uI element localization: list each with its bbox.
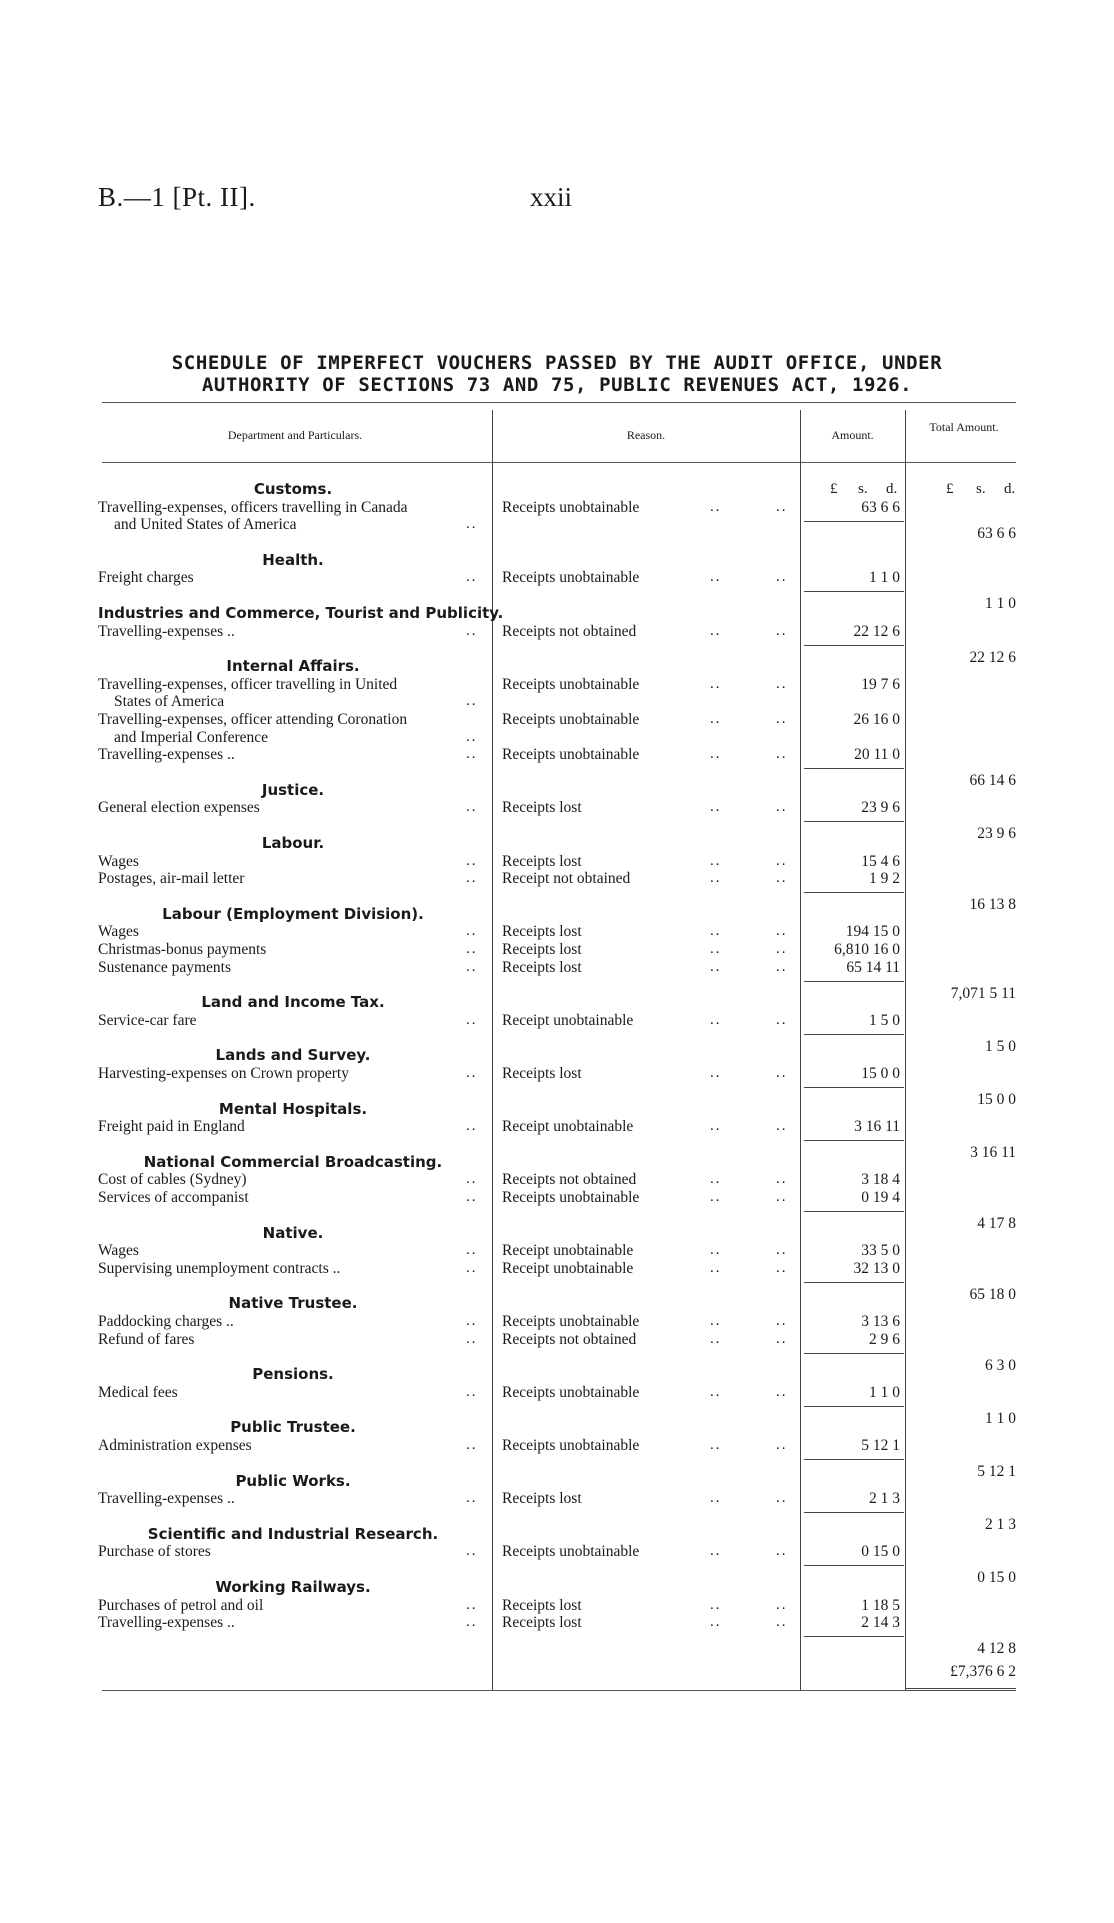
reason-text: Receipts unobtainable bbox=[502, 1313, 640, 1330]
leader-dots: .. bbox=[776, 1171, 788, 1188]
amount-subtotal-rule bbox=[804, 591, 904, 592]
header-bottom-rule bbox=[102, 462, 1016, 463]
item-amount: 0 15 0 bbox=[861, 1543, 900, 1561]
leader-dots: .. bbox=[466, 1171, 478, 1188]
leader-dots: .. bbox=[710, 1242, 722, 1259]
item-amount: 2 1 3 bbox=[869, 1490, 900, 1508]
particulars-text: Travelling-expenses .. bbox=[98, 746, 235, 764]
leader-dots: .. bbox=[466, 870, 478, 887]
item-amount: 15 0 0 bbox=[861, 1065, 900, 1082]
item-amount: 32 13 0 bbox=[853, 1259, 900, 1277]
section-total: 16 13 8 bbox=[969, 896, 1016, 914]
leader-dots: .. bbox=[710, 799, 722, 816]
grand-total-underline bbox=[906, 1688, 1016, 1691]
amount-subtotal-rule bbox=[804, 521, 904, 522]
department-heading: Scientific and Industrial Research. bbox=[147, 1524, 439, 1543]
column-divider bbox=[492, 410, 493, 1690]
leader-dots: .. bbox=[466, 1011, 478, 1028]
shilling-symbol: s. bbox=[976, 481, 986, 497]
leader-dots: .. bbox=[710, 569, 722, 586]
amount-subtotal-rule bbox=[804, 1565, 904, 1566]
department-heading: Native Trustee. bbox=[228, 1294, 358, 1313]
pence-symbol: d. bbox=[886, 481, 898, 497]
particulars-text: Service-car fare bbox=[98, 1011, 197, 1029]
amount-subtotal-rule bbox=[804, 1087, 904, 1088]
section-total: 65 18 0 bbox=[969, 1285, 1016, 1303]
amount-subtotal-rule bbox=[804, 645, 904, 646]
leader-dots: .. bbox=[710, 1313, 722, 1329]
amount-subtotal-rule bbox=[804, 1211, 904, 1212]
leader-dots: .. bbox=[776, 923, 788, 940]
leader-dots: .. bbox=[776, 1313, 788, 1329]
reason-text: Receipts unobtainable bbox=[502, 1189, 640, 1206]
document-reference: B.—1 [Pt. II]. bbox=[98, 182, 256, 212]
leader-dots: .. bbox=[466, 1330, 478, 1347]
section-total: 4 12 8 bbox=[977, 1640, 1016, 1658]
leader-dots: .. bbox=[776, 958, 788, 975]
leader-dots: .. bbox=[466, 1189, 478, 1205]
grand-total: £7,376 6 2 bbox=[950, 1663, 1016, 1680]
leader-dots: .. bbox=[776, 569, 788, 586]
leader-dots: .. bbox=[710, 1330, 722, 1347]
particulars-text: Travelling-expenses .. bbox=[98, 622, 235, 640]
department-heading: Public Trustee. bbox=[230, 1418, 356, 1437]
item-amount: 19 7 6 bbox=[861, 675, 900, 693]
reason-text: Receipts unobtainable bbox=[502, 711, 640, 728]
reason-text: Receipts not obtained bbox=[502, 1171, 637, 1189]
amount-subtotal-rule bbox=[804, 768, 904, 769]
leader-dots: .. bbox=[776, 746, 788, 763]
leader-dots: .. bbox=[776, 1259, 788, 1276]
section-total: 15 0 0 bbox=[977, 1091, 1016, 1108]
particulars-text: General election expenses bbox=[98, 799, 260, 817]
leader-dots: .. bbox=[710, 1259, 722, 1276]
department-heading: Labour (Employment Division). bbox=[162, 904, 424, 923]
leader-dots: .. bbox=[776, 498, 788, 515]
item-amount: 23 9 6 bbox=[861, 799, 900, 817]
section-total: 2 1 3 bbox=[985, 1516, 1016, 1534]
amount-subtotal-rule bbox=[804, 1406, 904, 1407]
item-amount: 15 4 6 bbox=[861, 852, 900, 870]
leader-dots: .. bbox=[710, 675, 722, 692]
amount-subtotal-rule bbox=[804, 1353, 904, 1354]
leader-dots: .. bbox=[466, 799, 478, 816]
amount-subtotal-rule bbox=[804, 1034, 904, 1035]
particulars-text: and United States of America bbox=[114, 516, 297, 534]
reason-text: Receipts lost bbox=[502, 852, 582, 870]
leader-dots: .. bbox=[466, 1614, 478, 1631]
item-amount: 33 5 0 bbox=[861, 1242, 900, 1260]
particulars-text: Travelling-expenses .. bbox=[98, 1490, 235, 1508]
leader-dots: .. bbox=[710, 870, 722, 887]
leader-dots: .. bbox=[466, 1242, 478, 1259]
leader-dots: .. bbox=[710, 622, 722, 639]
leader-dots: .. bbox=[466, 1437, 478, 1453]
department-heading: National Commercial Broadcasting. bbox=[143, 1152, 443, 1171]
reason-text: Receipt unobtainable bbox=[502, 1242, 634, 1260]
particulars-text: Christmas-bonus payments bbox=[98, 941, 267, 958]
leader-dots: .. bbox=[776, 941, 788, 957]
item-amount: 3 16 11 bbox=[854, 1118, 900, 1136]
department-heading: Customs. bbox=[253, 480, 333, 498]
item-amount: 1 1 0 bbox=[869, 1383, 900, 1401]
item-amount: 22 12 6 bbox=[853, 622, 900, 640]
leader-dots: .. bbox=[710, 1171, 722, 1188]
leader-dots: .. bbox=[710, 1383, 722, 1400]
particulars-text: Medical fees bbox=[98, 1383, 178, 1401]
leader-dots: .. bbox=[466, 1596, 478, 1613]
item-amount: 194 15 0 bbox=[845, 923, 900, 941]
leader-dots: .. bbox=[466, 1543, 478, 1560]
reason-text: Receipt unobtainable bbox=[502, 1259, 634, 1277]
leader-dots: .. bbox=[776, 1330, 788, 1347]
item-amount: 2 14 3 bbox=[861, 1614, 900, 1632]
item-amount: 1 18 5 bbox=[861, 1596, 900, 1614]
item-amount: 1 9 2 bbox=[869, 870, 900, 888]
table-bottom-rule bbox=[102, 1690, 1016, 1691]
leader-dots: .. bbox=[466, 1259, 478, 1276]
reason-text: Receipts lost bbox=[502, 1490, 582, 1508]
particulars-text: Supervising unemployment contracts .. bbox=[98, 1259, 341, 1277]
reason-text: Receipts unobtainable bbox=[502, 569, 640, 587]
department-heading: Pensions. bbox=[252, 1365, 334, 1384]
particulars-text: Travelling-expenses, officers travelling in Canada bbox=[98, 498, 408, 516]
column-header-amount: Amount. bbox=[831, 428, 874, 442]
item-amount: 0 19 4 bbox=[861, 1189, 900, 1206]
leader-dots: .. bbox=[776, 1242, 788, 1259]
item-amount: 3 18 4 bbox=[861, 1171, 900, 1189]
leader-dots: .. bbox=[466, 622, 478, 639]
leader-dots: .. bbox=[466, 728, 478, 745]
particulars-text: Travelling-expenses, officer attending Coronation bbox=[98, 711, 408, 728]
section-total: 1 1 0 bbox=[985, 1409, 1016, 1427]
particulars-text: Wages bbox=[98, 923, 139, 941]
leader-dots: .. bbox=[776, 1596, 788, 1613]
leader-dots: .. bbox=[466, 1313, 478, 1329]
leader-dots: .. bbox=[710, 711, 722, 727]
reason-text: Receipt unobtainable bbox=[502, 1011, 634, 1029]
leader-dots: .. bbox=[776, 711, 788, 727]
leader-dots: .. bbox=[710, 1065, 722, 1081]
leader-dots: .. bbox=[776, 799, 788, 816]
reason-text: Receipts lost bbox=[502, 799, 582, 817]
column-divider bbox=[800, 410, 801, 1690]
leader-dots: .. bbox=[466, 1490, 478, 1507]
leader-dots: .. bbox=[710, 1189, 722, 1205]
leader-dots: .. bbox=[776, 675, 788, 692]
department-heading: Lands and Survey. bbox=[215, 1046, 371, 1065]
leader-dots: .. bbox=[466, 569, 478, 586]
leader-dots: .. bbox=[776, 852, 788, 869]
leader-dots: .. bbox=[710, 498, 722, 515]
reason-text: Receipts not obtained bbox=[502, 1330, 637, 1348]
leader-dots: .. bbox=[466, 941, 478, 957]
reason-text: Receipts not obtained bbox=[502, 622, 637, 640]
leader-dots: .. bbox=[710, 1614, 722, 1631]
particulars-text: Travelling-expenses .. bbox=[98, 1614, 235, 1632]
leader-dots: .. bbox=[710, 1490, 722, 1507]
item-amount: 5 12 1 bbox=[861, 1437, 900, 1454]
reason-text: Receipts lost bbox=[502, 1065, 582, 1082]
leader-dots: .. bbox=[466, 1065, 478, 1081]
leader-dots: .. bbox=[710, 1011, 722, 1028]
leader-dots: .. bbox=[776, 1437, 788, 1453]
particulars-text: Purchases of petrol and oil bbox=[98, 1596, 264, 1614]
leader-dots: .. bbox=[776, 870, 788, 887]
amount-subtotal-rule bbox=[804, 1512, 904, 1513]
item-amount: 63 6 6 bbox=[861, 498, 900, 516]
department-heading: Public Works. bbox=[235, 1471, 351, 1490]
title-line-2: AUTHORITY OF SECTIONS 73 AND 75, PUBLIC REVENUES ACT, 1926. bbox=[201, 374, 913, 396]
item-amount: 20 11 0 bbox=[854, 746, 900, 764]
item-amount: 1 5 0 bbox=[869, 1011, 900, 1029]
section-total: 5 12 1 bbox=[977, 1463, 1016, 1480]
leader-dots: .. bbox=[776, 1065, 788, 1081]
section-total: 6 3 0 bbox=[985, 1356, 1016, 1374]
item-amount: 26 16 0 bbox=[853, 711, 900, 728]
shilling-symbol: s. bbox=[858, 481, 868, 497]
leader-dots: .. bbox=[710, 941, 722, 957]
reason-text: Receipt unobtainable bbox=[502, 1118, 634, 1136]
reason-text: Receipts unobtainable bbox=[502, 675, 640, 693]
leader-dots: .. bbox=[466, 693, 478, 710]
particulars-text: Paddocking charges .. bbox=[98, 1313, 234, 1330]
item-amount: 1 1 0 bbox=[869, 569, 900, 587]
pound-symbol: £ bbox=[946, 481, 954, 497]
reason-text: Receipts unobtainable bbox=[502, 1543, 640, 1561]
item-amount: 65 14 11 bbox=[846, 958, 900, 976]
leader-dots: .. bbox=[710, 1118, 722, 1135]
leader-dots: .. bbox=[776, 1383, 788, 1400]
section-total: 4 17 8 bbox=[977, 1215, 1016, 1232]
table-top-rule bbox=[102, 402, 1016, 403]
leader-dots: .. bbox=[776, 622, 788, 639]
particulars-text: Postages, air-mail letter bbox=[98, 870, 245, 888]
leader-dots: .. bbox=[466, 923, 478, 940]
section-total: 0 15 0 bbox=[977, 1569, 1016, 1587]
particulars-text: Refund of fares bbox=[98, 1330, 195, 1348]
page-number: xxii bbox=[530, 182, 573, 212]
section-total: 7,071 5 11 bbox=[950, 984, 1016, 1002]
section-total: 63 6 6 bbox=[977, 524, 1016, 542]
amount-subtotal-rule bbox=[804, 821, 904, 822]
section-total: 1 5 0 bbox=[985, 1037, 1016, 1055]
leader-dots: .. bbox=[776, 1189, 788, 1205]
schedule-title bbox=[0, 352, 1114, 396]
particulars-text: Wages bbox=[98, 852, 139, 870]
leader-dots: .. bbox=[776, 1490, 788, 1507]
department-heading: Industries and Commerce, Tourist and Publicity. bbox=[98, 604, 504, 622]
section-total: 22 12 6 bbox=[969, 648, 1016, 666]
leader-dots: .. bbox=[710, 958, 722, 975]
pound-symbol: £ bbox=[830, 481, 838, 497]
leader-dots: .. bbox=[776, 1614, 788, 1631]
item-amount: 2 9 6 bbox=[869, 1330, 900, 1348]
leader-dots: .. bbox=[466, 1118, 478, 1135]
leader-dots: .. bbox=[710, 746, 722, 763]
leader-dots: .. bbox=[710, 852, 722, 869]
leader-dots: .. bbox=[776, 1543, 788, 1560]
particulars-text: Travelling-expenses, officer travelling in United bbox=[98, 675, 398, 693]
amount-subtotal-rule bbox=[804, 892, 904, 893]
reason-text: Receipts lost bbox=[502, 958, 582, 976]
section-total: 3 16 11 bbox=[970, 1144, 1016, 1162]
leader-dots: .. bbox=[466, 746, 478, 763]
leader-dots: .. bbox=[776, 1118, 788, 1135]
amount-subtotal-rule bbox=[804, 1459, 904, 1460]
department-heading: Mental Hospitals. bbox=[218, 1099, 368, 1118]
column-header-total: Total Amount. bbox=[929, 420, 999, 434]
leader-dots: .. bbox=[466, 516, 478, 533]
department-heading: Working Railways. bbox=[215, 1578, 371, 1596]
amount-subtotal-rule bbox=[804, 981, 904, 982]
department-heading: Internal Affairs. bbox=[226, 657, 360, 676]
pence-symbol: d. bbox=[1004, 481, 1016, 497]
department-heading: Native. bbox=[262, 1223, 324, 1242]
title-line-1: SCHEDULE OF IMPERFECT VOUCHERS PASSED BY THE AUDIT OFFICE, UNDER bbox=[171, 352, 943, 374]
section-total: 66 14 6 bbox=[969, 772, 1016, 790]
particulars-text: Services of accompanist bbox=[98, 1189, 249, 1206]
reason-text: Receipts unobtainable bbox=[502, 498, 640, 516]
reason-text: Receipts lost bbox=[502, 941, 582, 958]
section-total: 23 9 6 bbox=[977, 825, 1016, 843]
particulars-text: Sustenance payments bbox=[98, 958, 232, 976]
reason-text: Receipts unobtainable bbox=[502, 746, 640, 764]
leader-dots: .. bbox=[710, 923, 722, 940]
reason-text: Receipts unobtainable bbox=[502, 1437, 640, 1454]
amount-subtotal-rule bbox=[804, 1140, 904, 1141]
department-heading: Health. bbox=[262, 550, 324, 569]
leader-dots: .. bbox=[466, 958, 478, 975]
column-header-dept: Department and Particulars. bbox=[227, 428, 363, 442]
particulars-text: Wages bbox=[98, 1242, 139, 1260]
reason-text: Receipts lost bbox=[502, 923, 582, 941]
department-heading: Justice. bbox=[261, 780, 325, 799]
amount-subtotal-rule bbox=[804, 1636, 904, 1637]
item-amount: 6,810 16 0 bbox=[834, 941, 900, 958]
particulars-text: and Imperial Conference bbox=[114, 728, 269, 746]
particulars-text: Administration expenses bbox=[98, 1437, 252, 1454]
reason-text: Receipt not obtained bbox=[502, 870, 631, 888]
reason-text: Receipts lost bbox=[502, 1614, 582, 1632]
leader-dots: .. bbox=[710, 1543, 722, 1560]
leader-dots: .. bbox=[710, 1596, 722, 1613]
particulars-text: Cost of cables (Sydney) bbox=[98, 1171, 247, 1189]
amount-subtotal-rule bbox=[804, 1282, 904, 1283]
particulars-text: Purchase of stores bbox=[98, 1543, 211, 1561]
department-heading: Labour. bbox=[261, 834, 325, 852]
leader-dots: .. bbox=[466, 1383, 478, 1400]
column-header-reason: Reason. bbox=[626, 428, 666, 442]
particulars-text: States of America bbox=[114, 693, 225, 711]
department-heading: Land and Income Tax. bbox=[201, 993, 385, 1012]
leader-dots: .. bbox=[466, 852, 478, 869]
reason-text: Receipts unobtainable bbox=[502, 1383, 640, 1401]
item-amount: 3 13 6 bbox=[861, 1313, 900, 1330]
particulars-text: Harvesting-expenses on Crown property bbox=[98, 1065, 349, 1082]
section-total: 1 1 0 bbox=[985, 595, 1016, 613]
reason-text: Receipts lost bbox=[502, 1596, 582, 1614]
leader-dots: .. bbox=[710, 1437, 722, 1453]
leader-dots: .. bbox=[776, 1011, 788, 1028]
particulars-text: Freight charges bbox=[98, 569, 194, 587]
particulars-text: Freight paid in England bbox=[98, 1118, 245, 1136]
